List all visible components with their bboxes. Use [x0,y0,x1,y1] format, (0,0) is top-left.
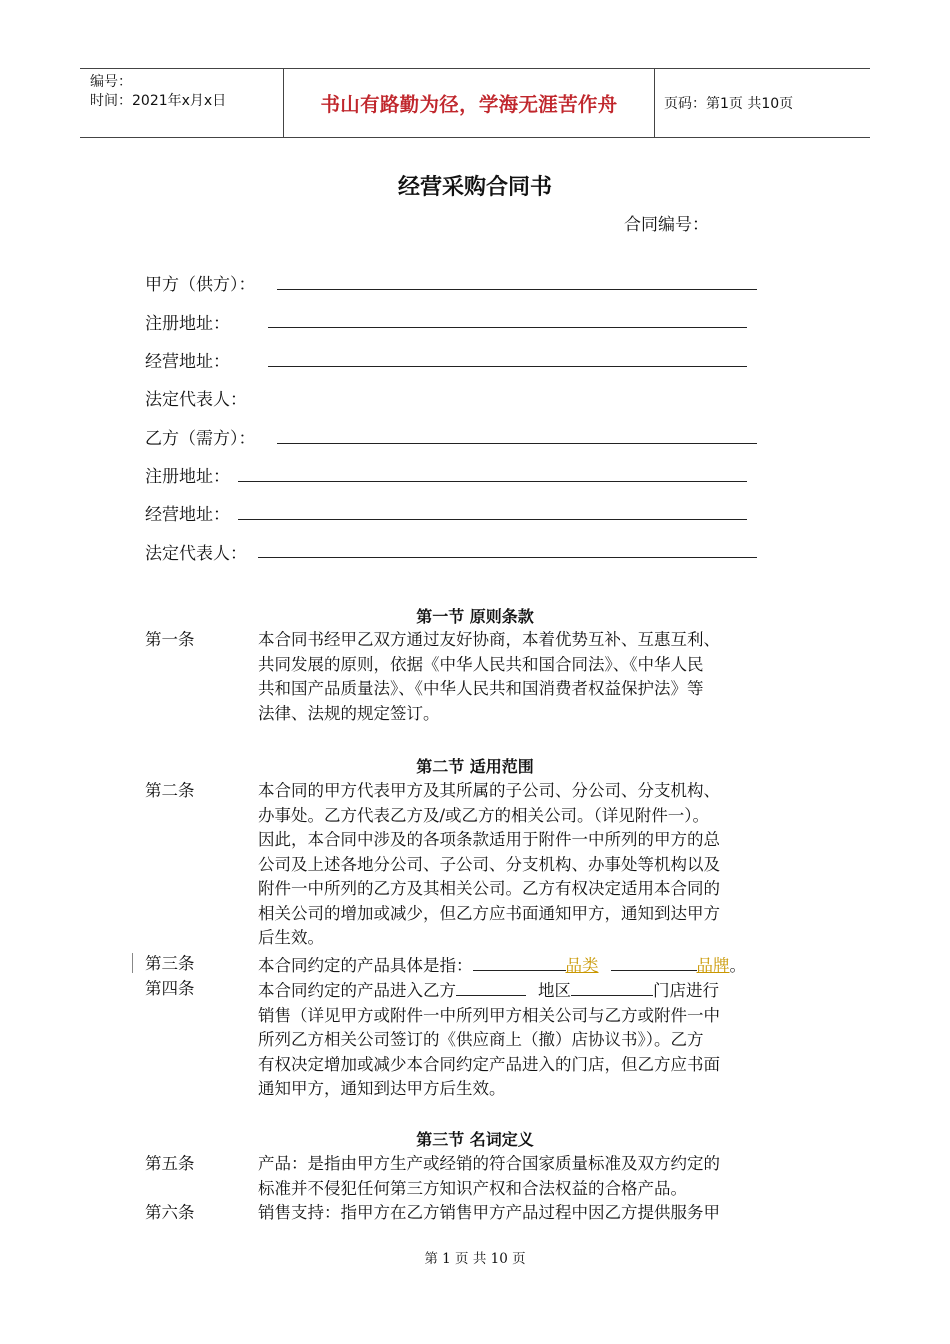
party-b-biz-address-blank [238,519,747,520]
region-blank [456,977,526,996]
header-motto: 书山有路勤为径，学海无涯苦作舟 [320,93,618,116]
article-line [258,977,808,1004]
article-body [258,628,808,726]
brand-field: 品牌 [696,956,730,975]
article-text: 门店进行 [653,981,719,1000]
party-b-blank [277,443,757,444]
party-a-biz-address-blank [268,366,747,367]
article-text: 本合同约定的产品具体是指： [258,956,473,975]
article-body [258,1152,808,1201]
contract-number-label: 合同编号： [624,215,709,235]
article-body [258,779,808,951]
article-line: 办事处。乙方代表乙方及/或乙方的相关公司。（详见附件一）。 [258,805,710,825]
article-line: 公司及上述各地分公司、子公司、分支机构、办事处等机构以及 [258,854,720,874]
article-line: 相关公司的增加或减少，但乙方应书面通知甲方，通知到达甲方 [258,903,720,923]
article-body [258,952,808,979]
party-b-legal-rep-blank [258,557,757,558]
article-line: 销售（详见甲方或附件一中所列甲方相关公司与乙方或附件一中 [258,1005,720,1025]
article-line: 所列乙方相关公司签订的《供应商上（撤）店协议书》）。乙方 [258,1030,704,1049]
article-line: 有权决定增加或减少本合同约定产品进入的门店，但乙方应书面 [258,1054,720,1074]
party-b-label: 乙方（需方）： [145,429,256,449]
header-divider [654,69,655,137]
article-line: 标准并不侵犯任何第三方知识产权和合法权益的合格产品。 [258,1178,687,1198]
store-blank [571,977,653,996]
revision-bar [132,953,133,973]
article-line: 因此，本合同中涉及的各项条款适用于附件一中所列的甲方的总 [258,830,720,849]
party-a-blank [277,289,757,290]
article-line: 通知甲方，通知到达甲方后生效。 [258,1079,506,1098]
brand-blank [611,952,697,971]
article-text: 。 [729,956,746,975]
article-line: 产品：是指由甲方生产或经销的符合国家质量标准及双方约定的 [258,1154,720,1173]
article-line: 销售支持：指甲方在乙方销售甲方产品过程中因乙方提供服务甲 [258,1203,720,1222]
party-a-reg-address-label: 注册地址： [145,314,230,334]
party-a-label: 甲方（供方）： [145,275,256,295]
article-label: 第三条 [145,954,195,973]
page-header [80,68,870,138]
section-title: 第二节 适用范围 [416,757,534,776]
article-label: 第六条 [145,1203,195,1222]
party-b-legal-rep-label: 法定代表人： [145,544,247,564]
article-label: 第五条 [145,1154,195,1173]
article-line: 附件一中所列的乙方及其相关公司。乙方有权决定适用本合同的 [258,879,720,898]
party-b-reg-address-blank [238,481,747,482]
party-a-reg-address-blank [268,327,747,328]
article-line: 后生效。 [258,928,324,947]
party-b-reg-address-label: 注册地址： [145,467,230,487]
party-a-legal-rep-label: 法定代表人： [145,390,247,410]
category-blank [473,952,566,971]
document-title: 经营采购合同书 [397,175,552,200]
party-b-biz-address-label: 经营地址： [145,505,230,525]
section-title: 第三节 名词定义 [416,1130,534,1149]
article-line: 本合同书经甲乙双方通过友好协商，本着优势互补、互惠互利、 [258,630,720,649]
article-line [258,952,808,979]
party-a-biz-address-label: 经营地址： [145,352,230,372]
header-meta [90,73,226,111]
article-body [258,977,808,1102]
article-label: 第一条 [145,630,195,649]
code-label: 编号： [90,74,132,90]
article-text: 地区 [538,981,571,1000]
article-line: 法律、法规的规定签订。 [258,703,440,723]
time-label: 时间：2021年x月x日 [90,93,227,109]
article-line: 本合同的甲方代表甲方及其所属的子公司、分公司、分支机构、 [258,781,720,800]
article-line: 共同发展的原则，依据《中华人民共和国合同法》、《中华人民 [258,654,704,674]
article-text: 本合同约定的产品进入乙方 [258,981,456,1000]
article-label: 第四条 [145,979,195,998]
category-field: 品类 [565,956,599,975]
section-title: 第一节 原则条款 [416,607,534,626]
article-line: 共和国产品质量法》、《中华人民共和国消费者权益保护法》等 [258,679,704,698]
header-page-label: 页码：第1页 共10页 [664,96,794,112]
page-footer: 第 1 页 共 10 页 [424,1251,526,1267]
article-body [258,1201,808,1226]
article-label: 第二条 [145,781,195,800]
